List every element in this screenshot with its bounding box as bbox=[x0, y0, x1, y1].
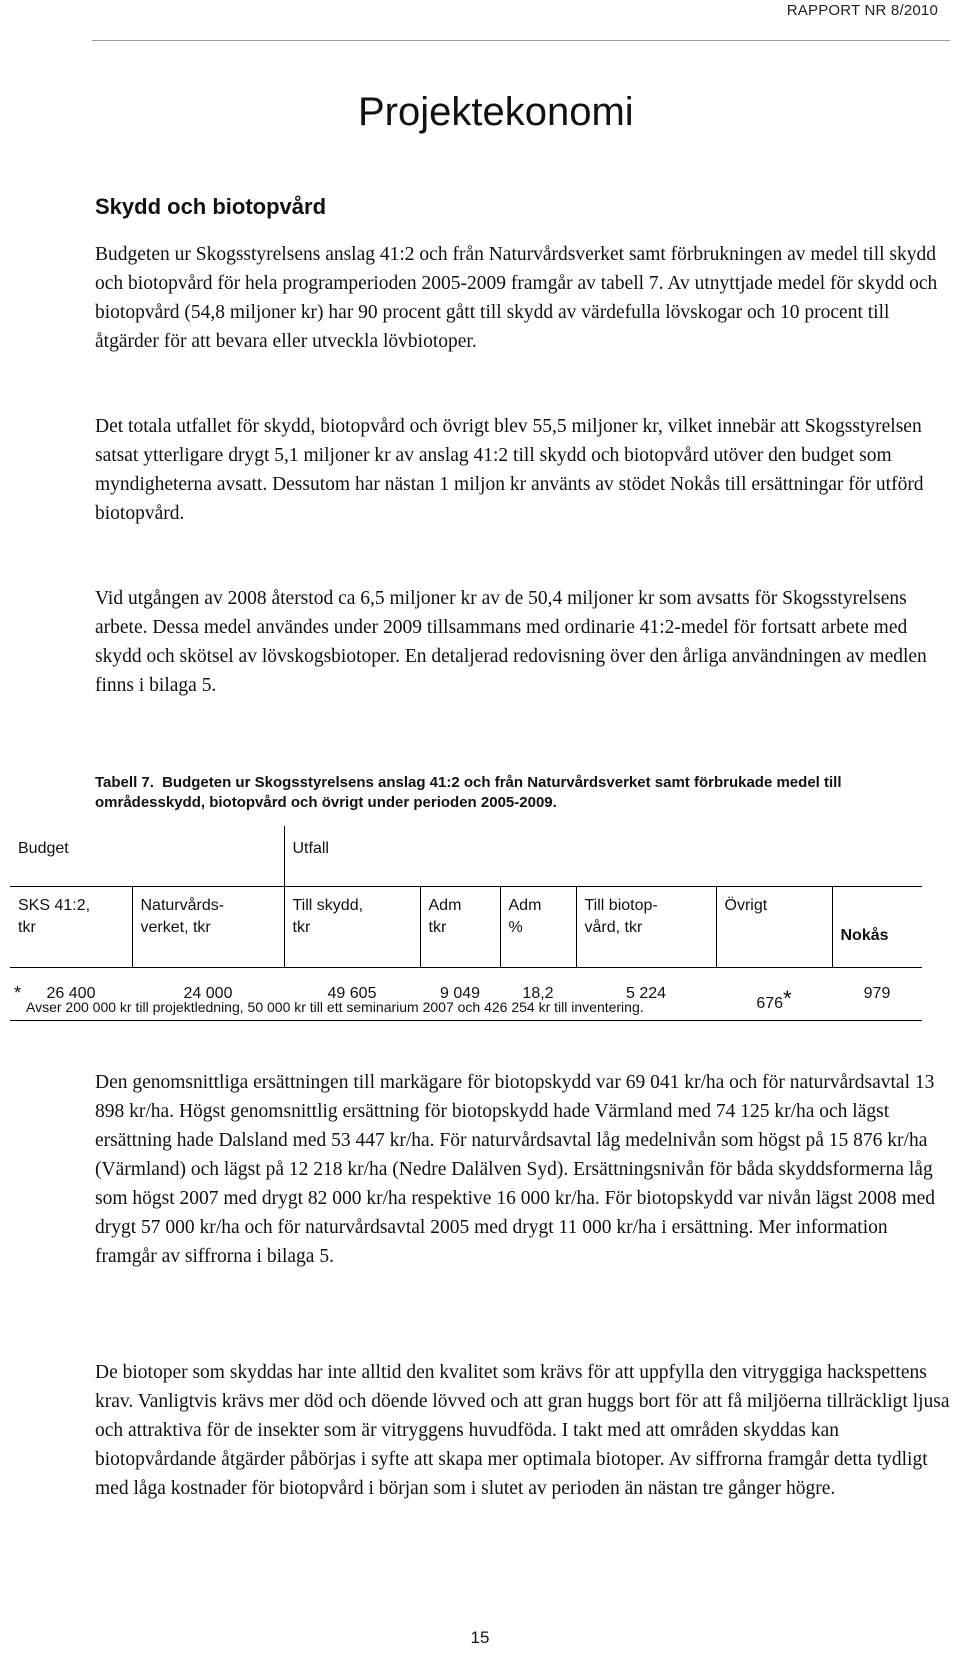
col-header-nokas: Nokås bbox=[832, 887, 922, 968]
paragraph-compensation: Den genomsnittliga ersättningen till markägare för biotopskydd var 69 041 kr/ha och för naturvårdsavtal 13 898 kr/ha. Högst genomsnittlig ersättning för biotopskydd hade Värmland med 74 125 kr/ha och lägst ersättning hade Dalsland med 53 447 kr/ha. För naturvårdsavtal låg medelnivån som högst på 15 876 kr/ha (Värmland) och lägst på 12 218 kr/ha (Nedre Dalälven Syd). Ersättningsnivån för båda skyddsformerna låg som högst 2007 med drygt 82 000 kr/ha respektive 16 000 kr/ha. För biotopskydd var nivån lägst 2008 med drygt 57 000 kr/ha och för naturvårdsavtal 2005 med drygt 11 000 kr/ha i ersättning. Mer information framgår av siffrorna i bilaga 5. bbox=[95, 1072, 936, 1267]
table-group-row bbox=[10, 826, 922, 887]
value-till-skydd: 49 605 bbox=[284, 968, 420, 1021]
value-adm-tkr: 9 049 bbox=[420, 968, 500, 1021]
report-number: RAPPORT NR 8/2010 bbox=[786, 2, 938, 19]
footnote-star: * bbox=[14, 983, 22, 1003]
col-header-till-skydd: Till skydd, tkr bbox=[284, 887, 420, 968]
running-header bbox=[0, 0, 960, 22]
section-heading: Skydd och biotopvård bbox=[95, 194, 327, 219]
footnote-marker: * bbox=[783, 985, 792, 1011]
col-header-adm-tkr: Adm tkr bbox=[420, 887, 500, 968]
value-ovrigt: 676* bbox=[716, 968, 832, 1021]
table-header-row bbox=[10, 887, 922, 968]
col-header-naturvardsverket: Naturvårds- verket, tkr bbox=[132, 887, 284, 968]
value-till-biotopvard: 5 224 bbox=[576, 968, 716, 1021]
group-header-budget: Budget bbox=[18, 840, 69, 857]
paragraph-biotopes: De biotoper som skyddas har inte alltid den kvalitet som krävs för att uppfylla den vitryggiga hackspettens krav. Vanligtvis krävs mer död och döende lövved och att gran huggs bort för att få miljöerna tillräckligt ljusa och attraktiva för de insekter som är vitryggens huvudföda. I takt med att områden skyddas kan biotopvårdande åtgärder påbörjas i syfte att skapa mer optimala biotoper. Av siffrorna framgår detta tydligt med låga kostnader för biotopvård i början som i slutet av perioden än nästan tre gånger högre. bbox=[95, 1362, 950, 1499]
col-header-adm-percent: Adm % bbox=[500, 887, 576, 968]
page-number: 15 bbox=[470, 1628, 490, 1647]
paragraph-remaining-funds: Vid utgången av 2008 återstod ca 6,5 miljoner kr av de 50,4 miljoner kr som avsatts för Skogsstyrelsens arbete. Dessa medel användes under 2009 tillsammans med ordinarie 41:2-medel för fortsatt arbete med skydd och skötsel av lövskogsbiotoper. En detaljerad redovisning över den årliga användningen av medlen finns i bilaga 5. bbox=[95, 588, 927, 696]
page-title: Projektekonomi bbox=[358, 90, 634, 134]
value-adm-percent: 18,2 bbox=[500, 968, 576, 1021]
col-header-sks: SKS 41:2, tkr bbox=[10, 887, 132, 968]
value-nokas: 979 bbox=[832, 968, 922, 1021]
table-caption bbox=[95, 773, 925, 813]
paragraph-total-outcome: Det totala utfallet för skydd, biotopvård och övrigt blev 55,5 miljoner kr, vilket innebär att Skogsstyrelsen satsat ytterligare drygt 5,1 miljoner kr av anslag 41:2 till skydd och biotopvård utöver den budget som myndigheterna avsatt. Dessutom har nästan 1 miljon kr använts av stödet Nokås till ersättningar för utförd biotopvård. bbox=[95, 416, 924, 524]
footnote-text: Avser 200 000 kr till projektledning, 50 000 kr till ett seminarium 2007 och 426 254 kr till inventering. bbox=[26, 999, 644, 1015]
col-header-till-biotopvard: Till biotop- vård, tkr bbox=[576, 887, 716, 968]
paragraph-intro: Budgeten ur Skogsstyrelsens anslag 41:2 och från Naturvårdsverket samt förbrukningen av medel till skydd och biotopvård för hela programperioden 2005-2009 framgår av tabell 7. Av utnyttjade medel för skydd och biotopvård (54,8 miljoner kr) har 90 procent gått till skydd av värdefulla lövskogar och 10 procent till åtgärder för att bevara eller utveckla lövbiotoper. bbox=[95, 244, 938, 352]
table-caption-text: Budgeten ur Skogsstyrelsens anslag 41:2 och från Naturvårdsverket samt förbrukade medel till områdesskydd, biotopvård och övrigt under perioden 2005-2009. bbox=[95, 774, 842, 811]
col-header-ovrigt: Övrigt bbox=[716, 887, 832, 968]
value-naturvardsverket: 24 000 bbox=[132, 968, 284, 1021]
header-rule bbox=[92, 40, 950, 41]
group-header-utfall: Utfall bbox=[284, 826, 922, 887]
value-sks: 26 400 bbox=[10, 968, 132, 1021]
budget-table bbox=[10, 826, 922, 1021]
table-caption-number: Tabell 7. bbox=[95, 774, 154, 791]
